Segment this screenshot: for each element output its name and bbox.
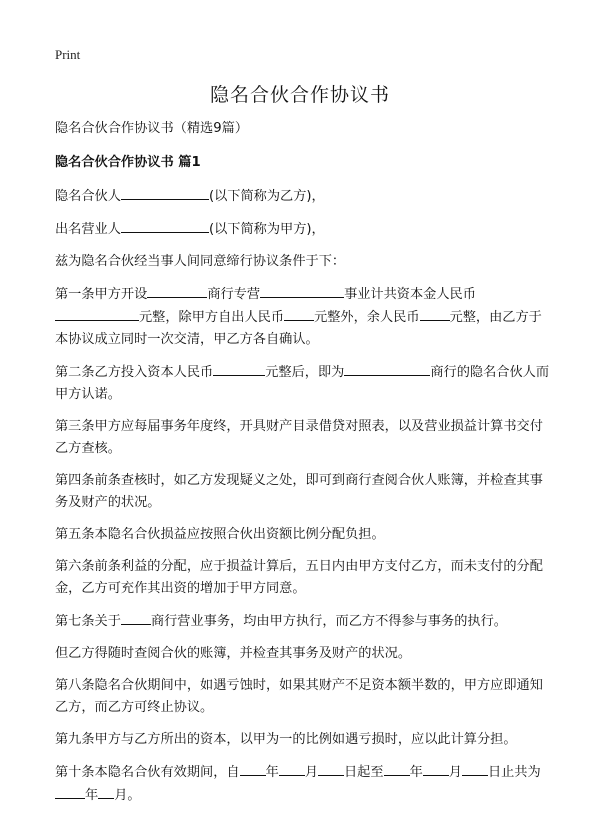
text: (以下简称为乙方)， <box>208 189 325 204</box>
blank-line <box>279 761 305 776</box>
blank-line <box>384 761 410 776</box>
text: 元整，除甲方自出人民币 <box>139 310 285 325</box>
document-subtitle: 隐名合伙合作协议书（精选9篇） <box>55 121 249 136</box>
document-title: 隐名合伙合作协议书 <box>209 84 390 106</box>
blank-line <box>420 306 450 321</box>
blank-line <box>55 784 85 799</box>
blank-line <box>121 610 151 625</box>
blank-line <box>121 185 209 200</box>
text: 月 <box>304 765 318 780</box>
paragraph-silent-partner <box>55 185 550 208</box>
blank-line <box>55 306 139 321</box>
document-body <box>55 118 550 817</box>
text: 年 <box>85 788 99 803</box>
text: 元整，由乙方于本协议成立同时一次交清，甲乙方各自确认。 <box>55 310 542 347</box>
text: 第二条乙方投入资本人民币 <box>55 365 214 380</box>
paragraph-article-2 <box>55 361 550 406</box>
blank-line <box>98 784 114 799</box>
paragraph-article-6: 第六条前条利益的分配，应于损益计算后，五日内由甲方支付乙方，而未支付的分配金，乙方可充作其出资的增加于甲方同意。 <box>55 559 543 596</box>
text: 出名营业人 <box>55 222 121 237</box>
text: 日起至 <box>344 765 384 780</box>
text: 月 <box>448 765 462 780</box>
paragraph-article-4: 第四条前条查核时，如乙方发现疑义之处，即可到商行查阅合伙人账簿，并检查其事务及财产的状况。 <box>55 473 543 510</box>
paragraph-preamble: 兹为隐名合伙经当事人间同意缔行协议条件于下： <box>55 254 346 269</box>
blank-line <box>344 361 430 376</box>
text: 元整后，即为 <box>265 365 345 380</box>
paragraph-article-7-note: 但乙方得随时查阅合伙的账簿，并检查其事务及财产的状况。 <box>55 646 412 661</box>
blank-line <box>147 283 207 298</box>
paragraph-named-operator <box>55 218 550 241</box>
text: 商行专营 <box>207 287 261 302</box>
blank-line <box>462 761 488 776</box>
text: 日止共为 <box>487 765 541 780</box>
paragraph-article-1 <box>55 283 550 351</box>
print-link[interactable]: Print <box>55 47 81 62</box>
text: (以下简称为甲方)， <box>208 222 325 237</box>
text: 隐名合伙人 <box>55 189 121 204</box>
text: 第七条关于 <box>55 614 121 629</box>
blank-line <box>121 218 209 233</box>
paragraph-article-7 <box>55 610 550 633</box>
text: 第十条本隐名合伙有效期间，自 <box>55 765 240 780</box>
blank-line <box>260 283 344 298</box>
paragraph-article-9: 第九条甲方与乙方所出的资本，以甲为一的比例如遇亏损时，应以此计算分担。 <box>55 732 517 747</box>
paragraph-article-10 <box>55 761 550 807</box>
paragraph-article-3: 第三条甲方应每届事务年度终，开具财产目录借贷对照表，以及营业损益计算书交付乙方查核。 <box>55 419 543 456</box>
text: 商行的隐名合伙人而甲方认诺。 <box>55 365 550 402</box>
section-heading: 隐名合伙合作协议书 篇1 <box>55 155 201 170</box>
blank-line <box>213 361 265 376</box>
blank-line <box>318 761 344 776</box>
text: 商行营业事务，均由甲方执行，而乙方不得参与事务的执行。 <box>150 614 507 629</box>
paragraph-article-8: 第八条隐名合伙期间中，如遇亏蚀时，如果其财产不足资本额半数的，甲方应即通知乙方，而乙方可终止协议。 <box>55 678 543 715</box>
text: 年 <box>409 765 423 780</box>
paragraph-article-5: 第五条本隐名合伙损益应按照合伙出资额比例分配负担。 <box>55 527 385 542</box>
text: 事业计共资本金人民币 <box>344 287 476 302</box>
blank-line <box>284 306 314 321</box>
blank-line <box>240 761 266 776</box>
text: 第一条甲方开设 <box>55 287 148 302</box>
blank-line <box>423 761 449 776</box>
text: 月。 <box>114 788 141 803</box>
text: 年 <box>265 765 279 780</box>
text: 元整外，余人民币 <box>314 310 420 325</box>
